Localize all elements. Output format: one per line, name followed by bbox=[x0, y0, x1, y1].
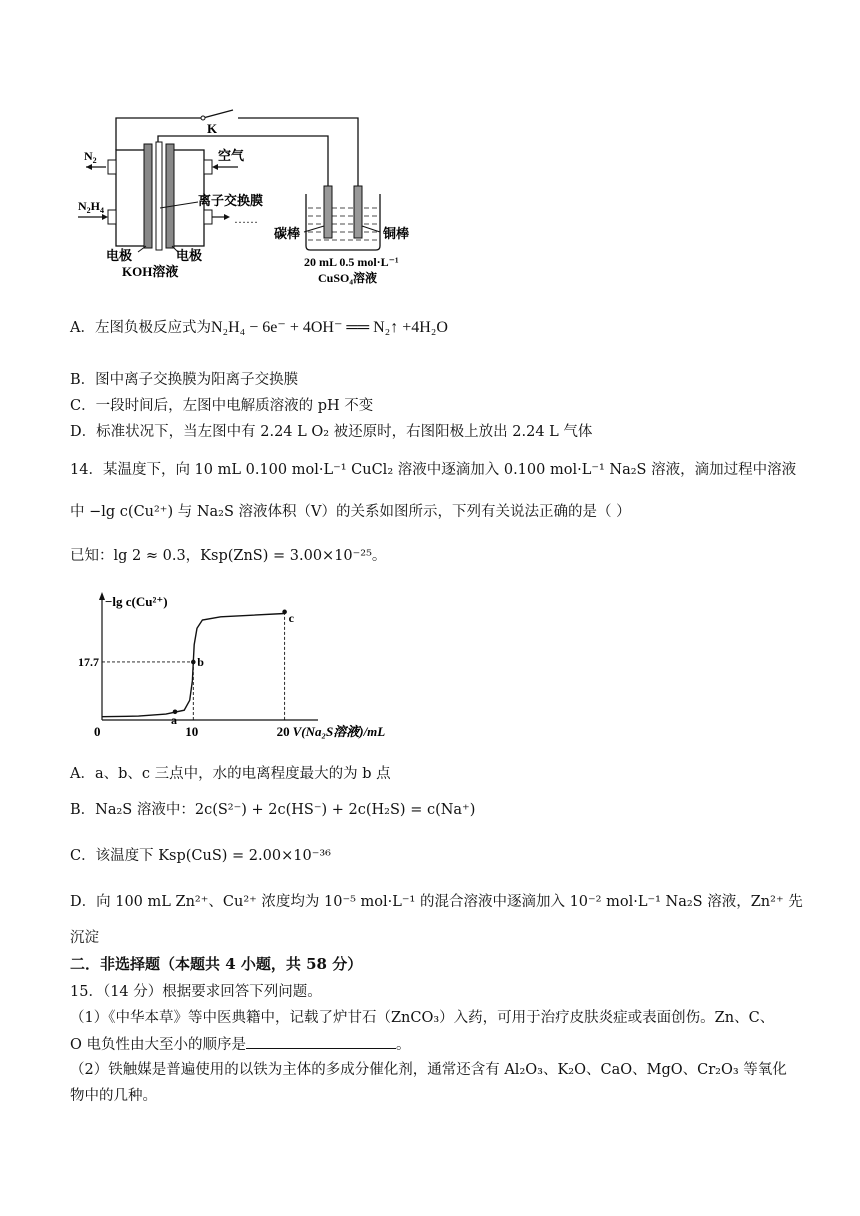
membrane bbox=[156, 142, 162, 250]
q15-title: 15．（14 分）根据要求回答下列问题。 bbox=[70, 984, 322, 1000]
n2-label: $N_2$ bbox=[84, 149, 97, 165]
titration-curve bbox=[102, 614, 285, 717]
solution-hatch bbox=[308, 208, 378, 240]
membrane-label: 离子交换膜 bbox=[198, 193, 264, 208]
y-tick-label: 17.7 bbox=[78, 654, 99, 669]
q14-option-d-line2: 沉淀 bbox=[70, 930, 99, 946]
air-label: 空气 bbox=[218, 148, 245, 163]
electrode-right-label: 电极 bbox=[176, 248, 203, 263]
y-axis-label: −lg c(Cu²⁺) bbox=[105, 594, 168, 609]
titration-chart bbox=[78, 590, 386, 755]
data-point-c bbox=[282, 610, 287, 615]
electrode-left-label: 电极 bbox=[106, 248, 133, 263]
copper-rod-label: 铜棒 bbox=[383, 226, 410, 241]
q13-option-b: B．图中离子交换膜为阳离子交换膜 bbox=[70, 372, 299, 388]
electrolyte-label: KOH溶液 bbox=[122, 264, 179, 279]
beaker bbox=[306, 194, 380, 250]
q13-option-a bbox=[70, 318, 448, 338]
point-label-b: b bbox=[197, 654, 204, 669]
q14-option-c: C．该温度下 Ksp(CuS) = 2.00×10⁻³⁶ bbox=[70, 848, 331, 864]
electrode-left-rod bbox=[144, 144, 152, 248]
point-label-a: a bbox=[171, 712, 178, 727]
switch-pivot bbox=[201, 116, 205, 120]
q13-option-c: C．一段时间后，左图中电解质溶液的 pH 不变 bbox=[70, 398, 374, 414]
q15-1-line1: （1）《中华本草》等中医典籍中，记载了炉甘石（ZnCO₃）入药，可用于治疗皮肤炎症或表面创伤。Zn、C、 bbox=[70, 1010, 775, 1026]
q15-2-line1: （2）铁触媒是普遍使用的以铁为主体的多成分催化剂，通常还含有 Al₂O₃、K₂O、CaO、MgO、Cr₂O₃ 等氧化 bbox=[70, 1062, 787, 1078]
solution-label-2: CuSO₄溶液 bbox=[318, 271, 377, 285]
section-heading: 二．非选择题（本题共 4 小题，共 58 分） bbox=[70, 955, 363, 973]
q14-stem-line1: 14．某温度下，向 10 mL 0.100 mol·L⁻¹ CuCl₂ 溶液中逐滴加入 0.100 mol·L⁻¹ Na₂S 溶液，滴加过程中溶液 bbox=[70, 462, 797, 478]
x-axis-label: V(Na₂S溶液)/mL bbox=[292, 724, 386, 739]
q15-2-line2: 物中的几种。 bbox=[70, 1088, 157, 1104]
q13-option-a-text: A．左图负极反应式为 bbox=[70, 320, 211, 336]
q14-option-a: A．a、b、c 三点中，水的电离程度最大的为 b 点 bbox=[70, 766, 391, 782]
dots-label: …… bbox=[234, 212, 258, 226]
electrode-right-rod bbox=[166, 144, 174, 248]
q13-option-d: D．标准状况下，当左图中有 2.24 L O₂ 被还原时，右图阳极上放出 2.24 L 气体 bbox=[70, 424, 593, 440]
carbon-rod bbox=[324, 186, 332, 238]
x-tick-label: 10 bbox=[185, 724, 199, 739]
q14-option-b: B．Na₂S 溶液中：2c(S²⁻) + 2c(HS⁻) + 2c(H₂S) = c(Na⁺) bbox=[70, 802, 476, 818]
answer-blank[interactable] bbox=[246, 1034, 396, 1049]
point-label-c: c bbox=[288, 610, 294, 625]
x-tick-label: 0 bbox=[94, 724, 101, 739]
data-point-b bbox=[191, 660, 196, 665]
q14-option-d-line1: D．向 100 mL Zn²⁺、Cu²⁺ 浓度均为 10⁻⁵ mol·L⁻¹ 的混合溶液中逐滴加入 10⁻² mol·L⁻¹ Na₂S 溶液，Zn²⁺ 先 bbox=[70, 894, 803, 910]
carbon-rod-label: 碳棒 bbox=[274, 226, 301, 241]
copper-rod bbox=[354, 186, 362, 238]
q14-known: 已知：lg 2 ≈ 0.3，Ksp(ZnS) = 3.00×10⁻²⁵。 bbox=[70, 548, 387, 564]
q14-stem-line2: 中 −lg c(Cu²⁺) 与 Na₂S 溶液体积（V）的关系如图所示，下列有关说法正确的是（ ） bbox=[70, 504, 631, 520]
x-tick-label: 20 bbox=[276, 724, 290, 739]
wire-right bbox=[238, 118, 358, 186]
switch-k[interactable] bbox=[203, 110, 233, 118]
q15-1-line2 bbox=[70, 1034, 411, 1055]
n2h4-label: $N_2H_4$ bbox=[78, 199, 105, 215]
q13-option-a-formula: N₂H₄ − 6e⁻ + 4OH⁻ ══ N₂↑ +4H₂O bbox=[210, 319, 448, 336]
q15-1-prefix: O 电负性由大至小的顺序是 bbox=[70, 1037, 246, 1053]
switch-label: K bbox=[207, 121, 218, 136]
q15-1-suffix: 。 bbox=[396, 1037, 411, 1053]
solution-label-1: 20 mL 0.5 mol·L⁻¹ bbox=[304, 255, 399, 269]
electrochem-diagram bbox=[78, 108, 438, 288]
